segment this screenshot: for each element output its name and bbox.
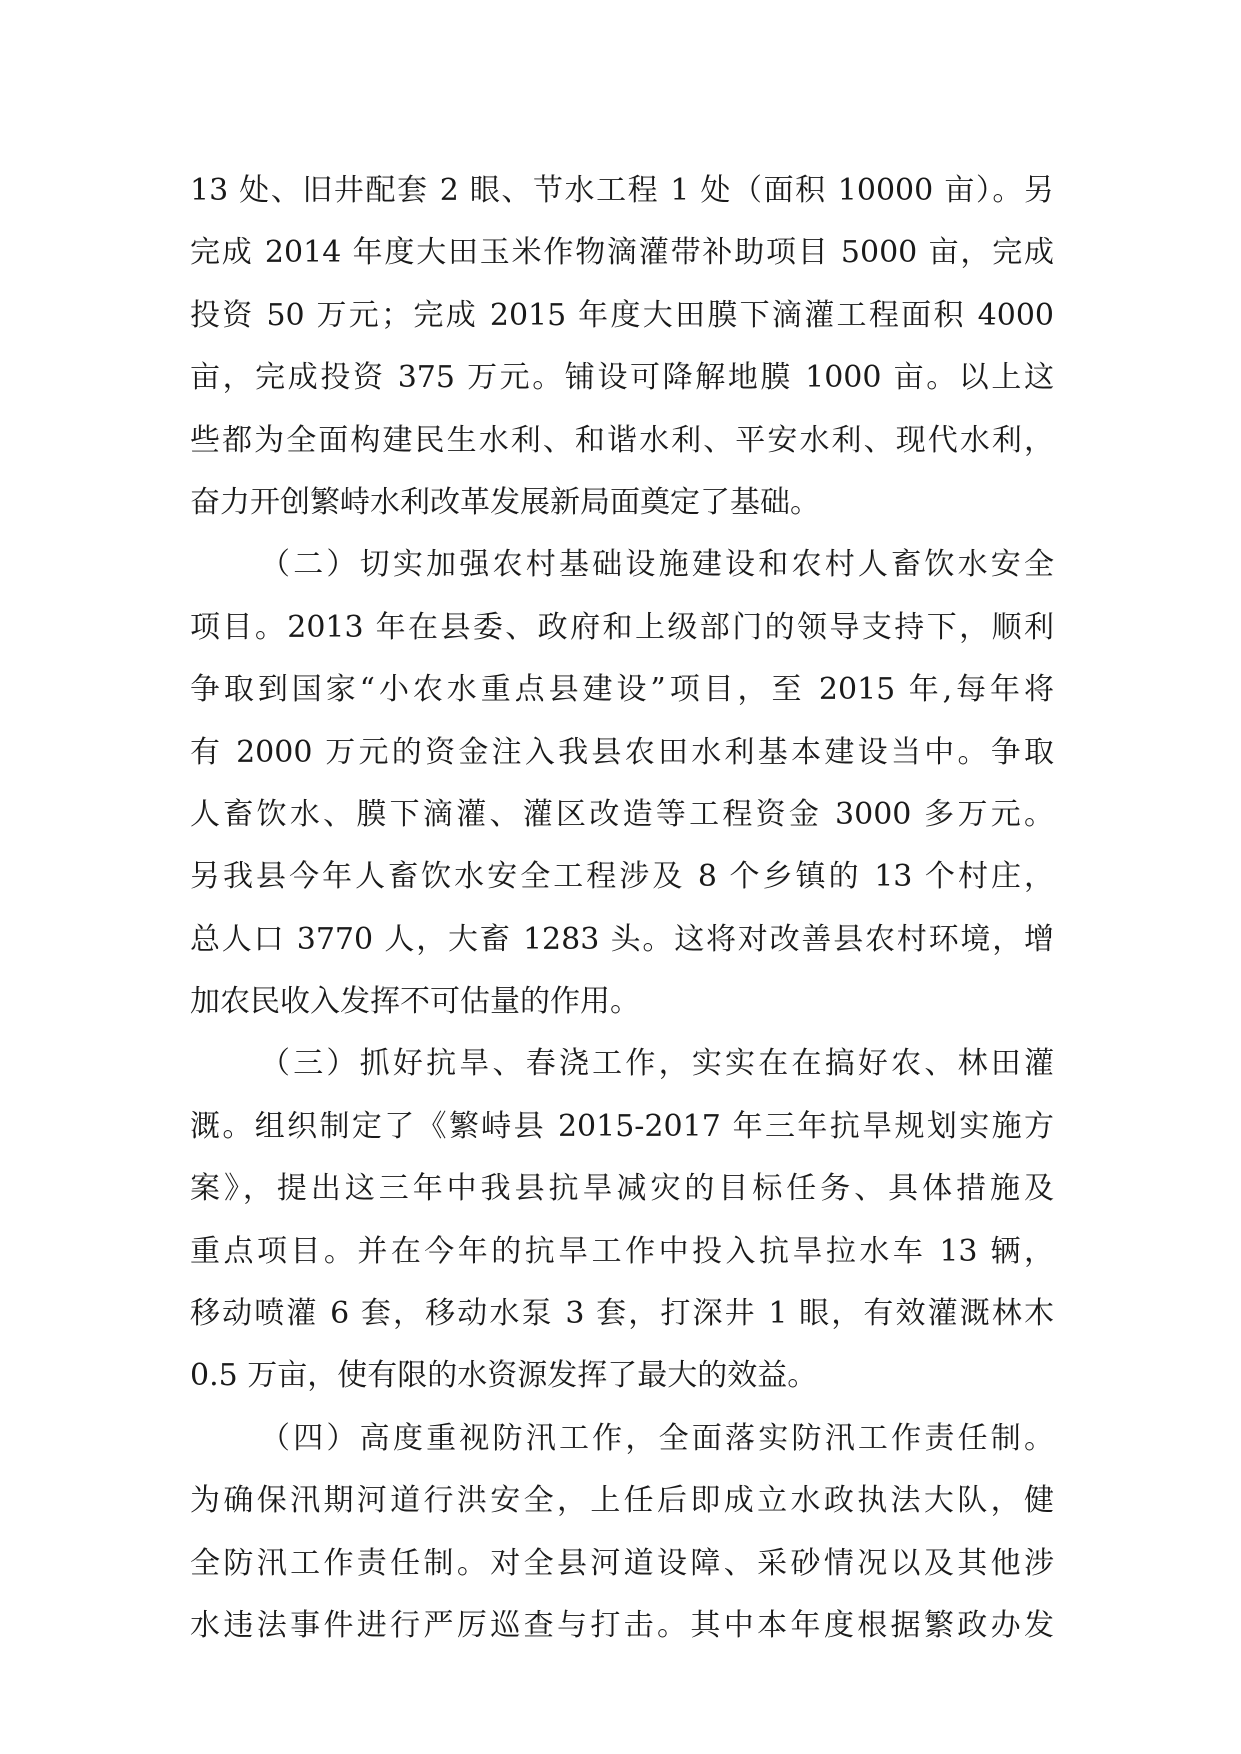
text-line: 完成 2014 年度大田玉米作物滴灌带补助项目 5000 亩，完成 [190,235,1054,271]
text-line: 些都为全面构建民生水利、和谐水利、平安水利、现代水利， [190,422,1054,458]
text-line: 移动喷灌 6 套，移动水泵 3 套，打深井 1 眼，有效灌溉林木 [190,1296,1054,1332]
text-line: 为确保汛期河道行洪安全，上任后即成立水政执法大队，健 [190,1483,1054,1519]
text-line: 项目。2013 年在县委、政府和上级部门的领导支持下，顺利 [190,609,1054,645]
paragraph-heading-4: （四）高度重视防汛工作，全面落实防汛工作责任制。 [260,1420,1054,1456]
text-line: 加农民收入发挥不可估量的作用。 [190,984,640,1020]
text-line: 13 处、旧井配套 2 眼、节水工程 1 处（面积 10000 亩）。另 [190,173,1054,208]
text-line: 亩，完成投资 375 万元。铺设可降解地膜 1000 亩。以上这 [190,360,1054,396]
text-line: 争取到国家“小农水重点县建设”项目，至 2015 年,每年将 [190,672,1054,708]
paragraph-heading-2: （二）切实加强农村基础设施建设和农村人畜饮水安全 [260,547,1054,583]
text-line: 总人口 3770 人，大畜 1283 头。这将对改善县农村环境，增 [190,921,1054,957]
document-body [190,160,1054,1657]
text-line: 有 2000 万元的资金注入我县农田水利基本建设当中。争取 [190,734,1054,770]
text-line: 0.5 万亩，使有限的水资源发挥了最大的效益。 [190,1358,818,1394]
paragraph-heading-3: （三）抓好抗旱、春浇工作，实实在在搞好农、林田灌 [260,1046,1054,1082]
text-line: 溉。组织制定了《繁峙县 2015-2017 年三年抗旱规划实施方 [190,1108,1054,1144]
text-line: 水违法事件进行严厉巡查与打击。其中本年度根据繁政办发 [190,1607,1054,1643]
text-line: 全防汛工作责任制。对全县河道设障、采砂情况以及其他涉 [190,1545,1054,1581]
text-line: 另我县今年人畜饮水安全工程涉及 8 个乡镇的 13 个村庄， [190,859,1054,895]
text-line: 奋力开创繁峙水利改革发展新局面奠定了基础。 [190,484,820,520]
text-line: 人畜饮水、膜下滴灌、灌区改造等工程资金 3000 多万元。 [190,796,1054,832]
text-line: 案》，提出这三年中我县抗旱减灾的目标任务、具体措施及 [190,1171,1054,1207]
text-line: 重点项目。并在今年的抗旱工作中投入抗旱拉水车 13 辆， [190,1233,1054,1269]
text-line: 投资 50 万元；完成 2015 年度大田膜下滴灌工程面积 4000 [190,297,1054,333]
